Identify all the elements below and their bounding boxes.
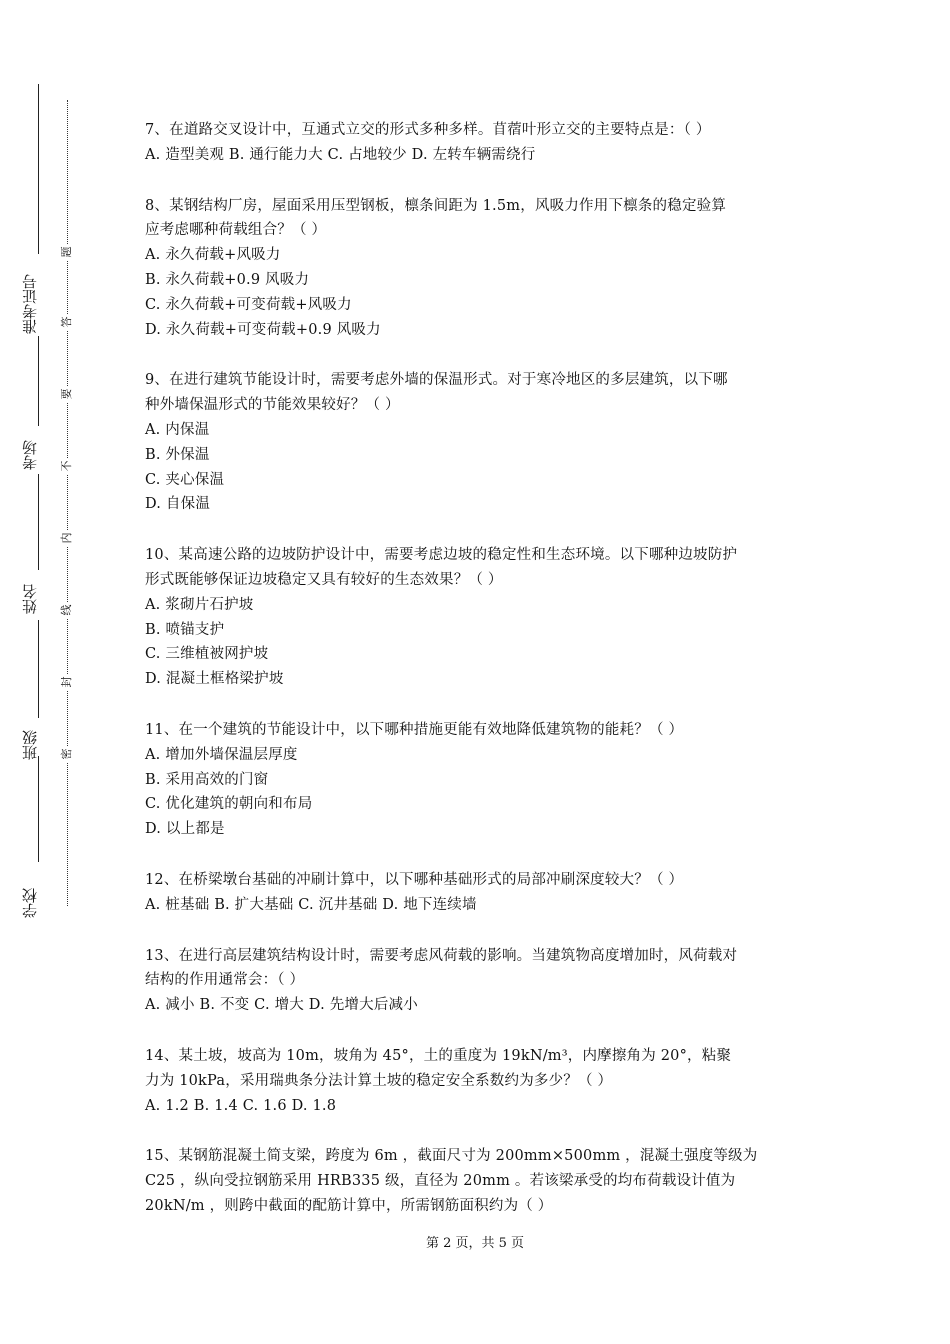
question-stem: 15、某钢筋混凝土简支梁，跨度为 6m ，截面尺寸为 200mm×500mm ，混凝土强度等级为 — [145, 1148, 758, 1165]
question-stem: 形式既能够保证边坡稳定又具有较好的生态效果？（ ） — [145, 571, 503, 588]
option-b: B. 喷锚支护 — [145, 621, 225, 638]
question — [145, 718, 825, 842]
margin-line — [38, 756, 39, 862]
field-class-label: 班级 — [21, 730, 39, 760]
question-stem: 11、在一个建筑的节能设计中，以下哪种措施更能有效地降低建筑物的能耗？（ ） — [145, 721, 684, 738]
question — [145, 368, 825, 517]
option-b: B. 永久荷载+0.9 风吸力 — [145, 271, 310, 288]
field-name-label: 姓名 — [21, 584, 39, 614]
question — [145, 1144, 825, 1218]
option-c: C. 夹心保温 — [145, 471, 225, 488]
question-stem: 12、在桥梁墩台基础的冲刷计算中，以下哪种基础形式的局部冲刷深度较大？（ ） — [145, 871, 684, 888]
option-b: B. 采用高效的门窗 — [145, 771, 269, 788]
option-c: C. 三维植被网护坡 — [145, 646, 269, 663]
question-stem: 种外墙保温形式的节能效果较好？（ ） — [145, 397, 400, 414]
question-stem: 10、某高速公路的边坡防护设计中，需要考虑边坡的稳定性和生态环境。以下哪种边坡防护 — [145, 547, 738, 564]
seal-char: 不 — [59, 458, 75, 474]
question-stem: 13、在进行高层建筑结构设计时，需要考虑风荷载的影响。当建筑物高度增加时，风荷载对 — [145, 947, 738, 964]
seal-char: 题 — [59, 244, 75, 260]
option-d: D. 混凝土框格梁护坡 — [145, 671, 284, 688]
question-stem: 7、在道路交叉设计中，互通式立交的形式多种多样。苜蓿叶形立交的主要特点是：（ ） — [145, 122, 711, 138]
question — [145, 1044, 825, 1118]
margin-line — [38, 620, 39, 718]
question-options: A. 1.2 B. 1.4 C. 1.6 D. 1.8 — [145, 1097, 337, 1114]
seal-char: 要 — [59, 386, 75, 402]
field-exam-room-label: 考场 — [21, 440, 39, 470]
page-footer: 第 2 页，共 5 页 — [425, 1236, 525, 1251]
seal-char: 封 — [59, 674, 75, 690]
option-d: D. 自保温 — [145, 496, 211, 513]
question — [145, 944, 825, 1018]
question-stem: C25 ，纵向受拉钢筋采用 HRB335 级，直径为 20mm 。若该梁承受的均布荷载设计值为 — [145, 1173, 736, 1190]
option-a: A. 增加外墙保温层厚度 — [145, 746, 298, 763]
question — [145, 118, 825, 168]
question-stem: 应考虑哪种荷载组合？（ ） — [145, 222, 327, 239]
field-exam-number-label: 准考证号 — [21, 274, 39, 334]
question-stem: 9、在进行建筑节能设计时，需要考虑外墙的保温形式。对于寒冷地区的多层建筑，以下哪 — [145, 372, 728, 389]
margin-line — [38, 84, 39, 254]
seal-char: 线 — [59, 602, 75, 618]
field-school-label: 学校 — [21, 888, 39, 918]
seal-dotted-line — [67, 100, 68, 906]
question — [145, 543, 825, 692]
question-options: A. 造型美观 B. 通行能力大 C. 占地较少 D. 左转车辆需绕行 — [145, 146, 536, 163]
margin-line — [38, 474, 39, 570]
question-stem: 结构的作用通常会：（ ） — [145, 972, 305, 989]
seal-char: 答 — [59, 314, 75, 330]
question-stem: 力为 10kPa，采用瑞典条分法计算土坡的稳定安全系数约为多少？（ ） — [145, 1072, 613, 1089]
question-list — [145, 118, 825, 1245]
question-stem: 14、某土坡，坡高为 10m，坡角为 45°，土的重度为 19kN/m³，内摩擦角为 20°，粘聚 — [145, 1047, 732, 1064]
question — [145, 194, 825, 343]
question-options: A. 减小 B. 不变 C. 增大 D. 先增大后减小 — [145, 997, 418, 1014]
question — [145, 868, 825, 918]
option-a: A. 永久荷载+风吸力 — [145, 247, 281, 264]
question-stem: 8、某钢结构厂房，屋面采用压型钢板，檩条间距为 1.5m，风吸力作用下檩条的稳定验算 — [145, 197, 727, 214]
question-stem: 20kN/m ，则跨中截面的配筋计算中，所需钢筋面积约为（ ） — [145, 1197, 553, 1214]
question-options: A. 桩基础 B. 扩大基础 C. 沉井基础 D. 地下连续墙 — [145, 896, 477, 913]
margin-line — [38, 336, 39, 426]
option-a: A. 浆砌片石护坡 — [145, 596, 254, 613]
option-c: C. 优化建筑的朝向和布局 — [145, 796, 313, 813]
option-a: A. 内保温 — [145, 421, 210, 438]
option-b: B. 外保温 — [145, 446, 210, 463]
option-d: D. 永久荷载+可变荷载+0.9 风吸力 — [145, 321, 381, 338]
option-c: C. 永久荷载+可变荷载+风吸力 — [145, 296, 352, 313]
option-d: D. 以上都是 — [145, 821, 225, 838]
seal-char: 密 — [59, 746, 75, 762]
seal-char: 内 — [59, 530, 75, 546]
binding-margin — [0, 0, 100, 1344]
